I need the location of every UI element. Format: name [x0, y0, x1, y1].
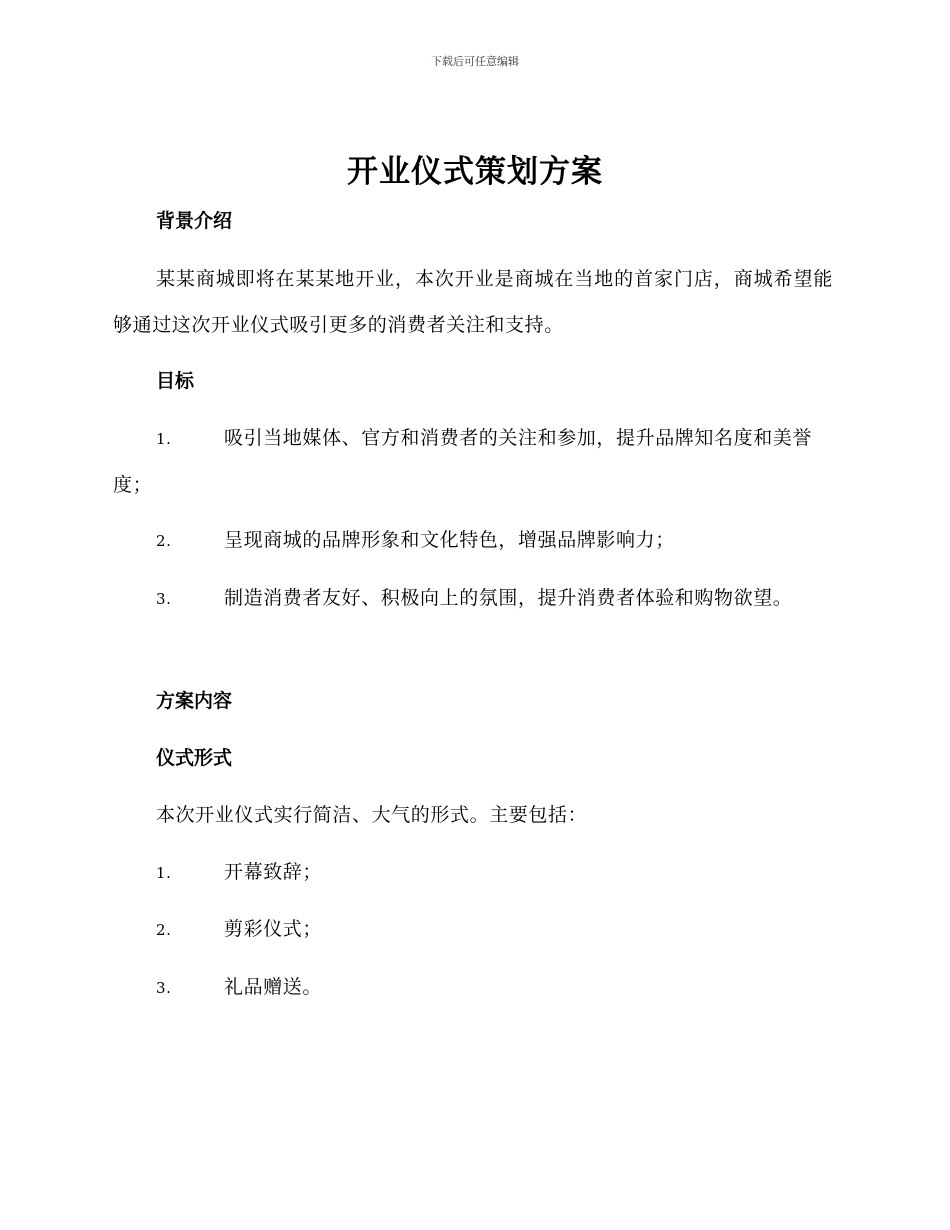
ceremony-item-2	[113, 906, 833, 953]
ceremony-item-1	[113, 849, 833, 896]
ceremony-item-text: 剪彩仪式；	[224, 918, 323, 940]
heading-goals: 目标	[156, 370, 195, 392]
heading-ceremony: 仪式形式	[156, 747, 233, 769]
document-title: 开业仪式策划方案	[347, 154, 603, 190]
ceremony-intro: 本次开业仪式实行简洁、大气的形式。主要包括：	[156, 804, 588, 826]
goal-item-text: 制造消费者友好、积极向上的氛围，提升消费者体验和购物欲望。	[224, 587, 793, 609]
goal-item-2	[113, 517, 833, 564]
goal-item-1	[113, 415, 833, 508]
heading-plan: 方案内容	[156, 690, 233, 712]
goal-item-number: 3.	[156, 590, 172, 608]
ceremony-item-3	[113, 964, 833, 1011]
paragraph-background: 某某商城即将在某某地开业，本次开业是商城在当地的首家门店，商城希望能够通过这次开业仪式吸引更多的消费者关注和支持。	[113, 268, 833, 336]
ceremony-item-text: 礼品赠送。	[224, 976, 323, 998]
ceremony-item-text: 开幕致辞；	[224, 861, 323, 883]
ceremony-item-number: 1.	[156, 864, 172, 882]
header-note: 下载后可任意编辑	[431, 55, 519, 68]
heading-background: 背景介绍	[156, 210, 233, 232]
goal-item-3	[113, 575, 833, 622]
goal-item-number: 1.	[156, 430, 172, 448]
ceremony-item-number: 2.	[156, 921, 172, 939]
goal-item-text: 吸引当地媒体、官方和消费者的关注和参加，提升品牌知名度和美誉度；	[113, 427, 813, 496]
goal-item-text: 呈现商城的品牌形象和文化特色，增强品牌影响力；	[224, 529, 675, 551]
goal-item-number: 2.	[156, 532, 172, 550]
ceremony-item-number: 3.	[156, 979, 172, 997]
